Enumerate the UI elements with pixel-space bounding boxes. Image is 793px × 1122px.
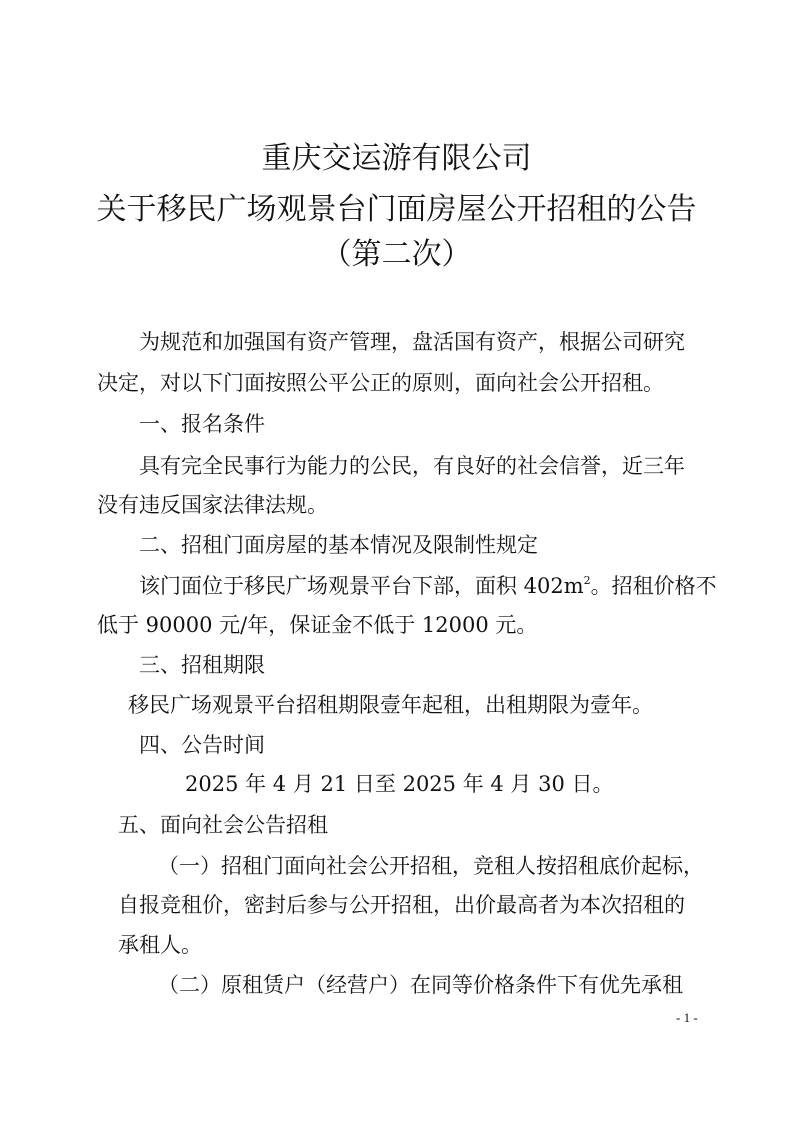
- area-unit-superscript: 2: [583, 574, 591, 587]
- page-number: - 1 -: [676, 1010, 698, 1025]
- property-price-text: 。招租价格不: [590, 574, 717, 598]
- heading-lease-term: 三、招租期限: [139, 653, 265, 677]
- property-area-text: 该门面位于移民广场观景平台下部，面积 402m: [139, 574, 584, 598]
- heading-property-info: 二、招租门面房屋的基本情况及限制性规定: [139, 533, 538, 557]
- paragraph-tender-1-line-1: （一）招租门面向社会公开招租，竞租人按招租底价起标，: [158, 854, 704, 878]
- paragraph-property-line-1: [139, 571, 717, 601]
- heading-registration-conditions: 一、报名条件: [139, 412, 265, 436]
- paragraph-lease-term: 移民广场观景平台招租期限壹年起租，出租期限为壹年。: [128, 693, 653, 717]
- paragraph-property-line-2: 低于 90000 元/年，保证金不低于 12000 元。: [97, 613, 538, 637]
- paragraph-conditions-line-1: 具有完全民事行为能力的公民，有良好的社会信誉，近三年: [139, 454, 685, 478]
- paragraph-conditions-line-2: 没有违反国家法律法规。: [97, 493, 328, 517]
- title-subject: 关于移民广场观景台门面房屋公开招租的公告: [96, 192, 697, 227]
- paragraph-tender-1-line-2: 自报竞租价，密封后参与公开招租，出价最高者为本次招租的: [118, 893, 685, 917]
- title-round: （第二次）: [321, 237, 472, 272]
- paragraph-intro-line-1: 为规范和加强国有资产管理，盘活国有资产，根据公司研究: [139, 330, 685, 354]
- heading-announcement-period: 四、公告时间: [139, 733, 265, 757]
- title-company: 重庆交运游有限公司: [261, 141, 532, 176]
- paragraph-tender-1-line-3: 承租人。: [118, 933, 202, 957]
- paragraph-announcement-period: 2025 年 4 月 21 日至 2025 年 4 月 30 日。: [185, 772, 614, 796]
- heading-public-tender: 五、面向社会公告招租: [118, 813, 328, 837]
- paragraph-intro-line-2: 决定，对以下门面按照公平公正的原则，面向社会公开招租。: [97, 371, 664, 395]
- paragraph-tender-2-line-1: （二）原租赁户（经营户）在同等价格条件下有优先承租: [158, 973, 683, 997]
